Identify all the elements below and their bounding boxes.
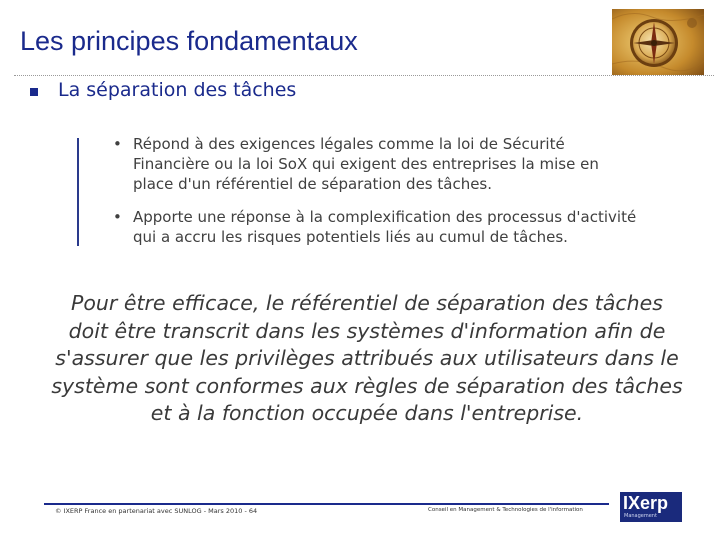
section-subtitle: La séparation des tâches: [58, 79, 297, 101]
compass-image: [612, 9, 704, 75]
footer-divider: [44, 503, 609, 505]
title-divider: [14, 75, 714, 76]
footer-tagline: Conseil en Management & Technologies de l'information: [428, 507, 583, 513]
bullet-point-1: Répond à des exigences légales comme la loi de Sécurité Financière ou la loi SoX qui exigent des entreprises la mise en place d'un référentiel de séparation des tâches.: [133, 135, 599, 193]
ixerp-logo: [620, 492, 710, 522]
footer-copyright: © IXERP France en partenariat avec SUNLOG - Mars 2010 - 64: [55, 507, 258, 515]
logo-subtext: Management: [624, 513, 657, 519]
vertical-accent-bar: [77, 138, 79, 246]
bullet-dot-icon: •: [113, 208, 122, 226]
slide-title: Les principes fondamentaux: [20, 26, 358, 56]
bullet-point-2: Apporte une réponse à la complexification des processus d'activité qui a accru les risques potentiels liés au cumul de tâches.: [133, 208, 637, 246]
square-bullet-icon: [30, 88, 38, 96]
bullet-dot-icon: •: [113, 135, 122, 153]
emphasis-paragraph: Pour être efficace, le référentiel de séparation des tâches doit être transcrit dans les systèmes d'information afin de s'assurer que les privilèges attribués aux utilisateurs dans le système sont conformes aux règles de séparation des tâches et à la fonction occupée dans l'entreprise.: [51, 291, 683, 425]
logo-wordmark: IXerp: [623, 493, 669, 513]
